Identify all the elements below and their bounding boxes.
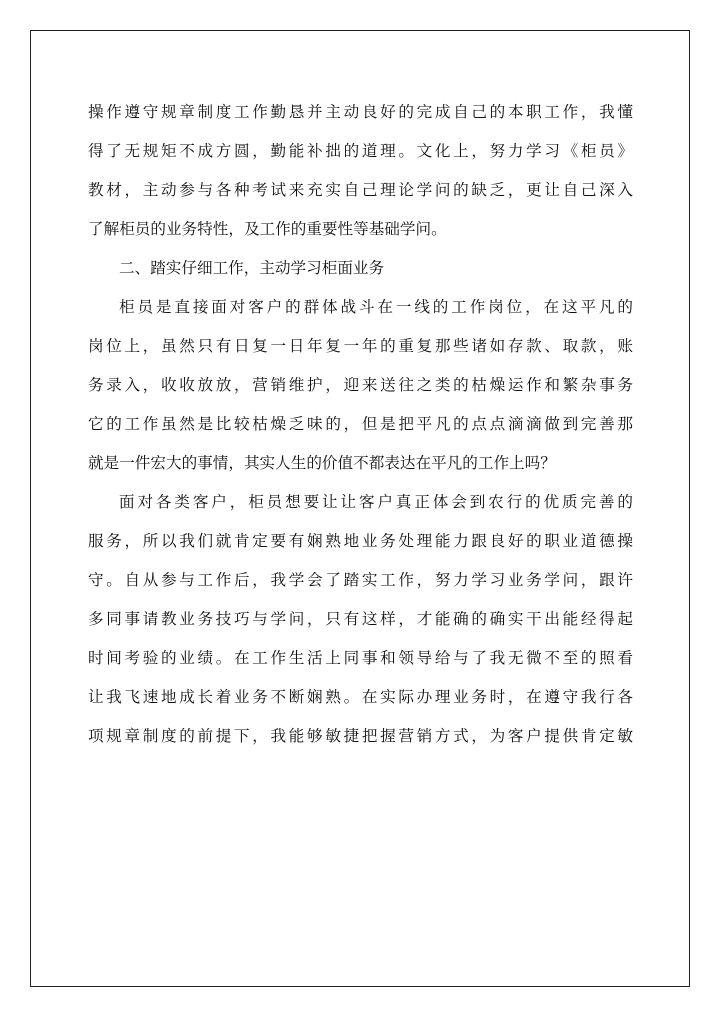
- text-line: 柜员是直接面对客户的群体战斗在一线的工作岗位，在这平凡的: [119, 298, 633, 316]
- text-line: 多同事请教业务技巧与学问，只有这样，才能确的确实干出能经得起: [88, 610, 633, 628]
- text-line: 就是一件宏大的事情，其实人生的价值不都表达在平凡的工作上吗？: [88, 454, 556, 472]
- text-line: 操作遵守规章制度工作勤恳并主动良好的完成自己的本职工作，我懂: [88, 103, 633, 121]
- text-line: 守。自从参与工作后，我学会了踏实工作，努力学习业务学问，跟许: [88, 571, 633, 589]
- document-body: [88, 93, 633, 756]
- text-line: 岗位上，虽然只有日复一日年复一年的重复那些诸如存款、取款，账: [88, 337, 633, 355]
- text-line: 让我飞速地成长着业务不断娴熟。在实际办理业务时，在遵守我行各: [88, 688, 633, 706]
- text-line: 它的工作虽然是比较枯燥乏味的，但是把平凡的点点滴滴做到完善那: [88, 415, 633, 433]
- text-line: 项规章制度的前提下，我能够敏捷把握营销方式，为客户提供肯定敏: [88, 727, 633, 745]
- section-heading: 二、踏实仔细工作，主动学习柜面业务: [119, 259, 385, 277]
- text-line: 务录入，收收放放，营销维护，迎来送往之类的枯燥运作和繁杂事务: [88, 376, 633, 394]
- text-line: 得了无规矩不成方圆，勤能补拙的道理。文化上，努力学习《柜员》: [88, 142, 633, 160]
- text-line: 面对各类客户，柜员想要让让客户真正体会到农行的优质完善的: [119, 493, 633, 511]
- text-line: 了解柜员的业务特性，及工作的重要性等基础学问。: [88, 220, 447, 238]
- text-line: 教材，主动参与各种考试来充实自己理论学问的缺乏，更让自己深入: [88, 181, 633, 199]
- text-line: 服务，所以我们就肯定要有娴熟地业务处理能力跟良好的职业道德操: [88, 532, 633, 550]
- text-line: 时间考验的业绩。在工作生活上同事和领导给与了我无微不至的照看: [88, 649, 633, 667]
